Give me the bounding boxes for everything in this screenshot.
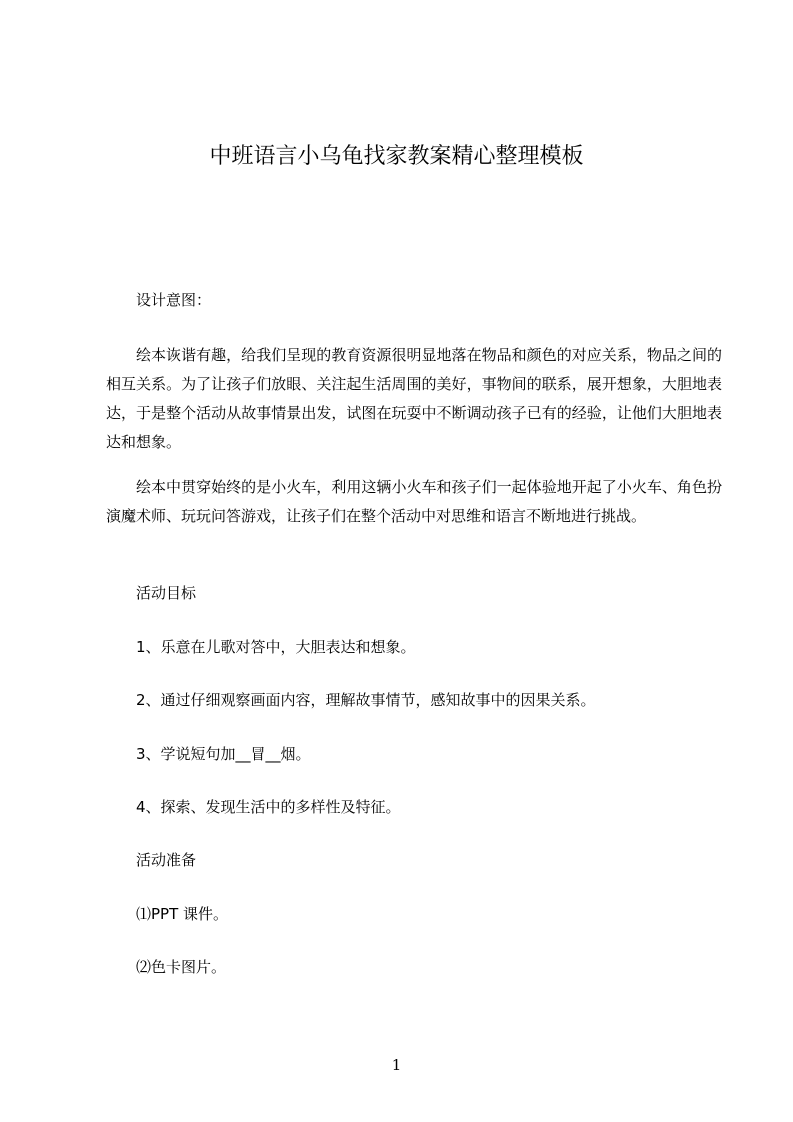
preparation-heading: 活动准备 (136, 851, 197, 869)
goal-item-1: 1、乐意在儿歌对答中，大胆表达和想象。 (136, 638, 416, 656)
paragraph-design-intent-2: 绘本中贯穿始终的是小火车，利用这辆小火车和孩子们一起体验地开起了小火车、角色扮演魔术师、玩玩问答游戏，让孩子们在整个活动中对思维和语言不断地进行挑战。 (106, 478, 722, 525)
goal-item-2: 2、通过仔细观察画面内容，理解故事情节，感知故事中的因果关系。 (136, 691, 596, 709)
page-number: 1 (391, 1056, 402, 1074)
design-intent-heading: 设计意图： (136, 291, 212, 309)
document-title: 中班语言小乌龟找家教案精心整理模板 (209, 144, 584, 169)
goal-item-4: 4、探索、发现生活中的多样性及特征。 (136, 798, 401, 816)
goals-heading: 活动目标 (136, 584, 197, 602)
preparation-item-2: ⑵色卡图片。 (136, 958, 227, 976)
preparation-item-1: ⑴PPT 课件。 (136, 905, 229, 923)
paragraph-design-intent-1: 绘本诙谐有趣，给我们呈现的教育资源很明显地落在物品和颜色的对应关系，物品之间的相互关系。为了让孩子们放眼、关注起生活周围的美好，事物间的联系，展开想象，大胆地表达，于是整个活动从故事情景出发，试图在玩耍中不断调动孩子已有的经验，让他们大胆地表达和想象。 (106, 346, 722, 451)
goal-item-3: 3、学说短句加__冒__烟。 (136, 745, 311, 763)
